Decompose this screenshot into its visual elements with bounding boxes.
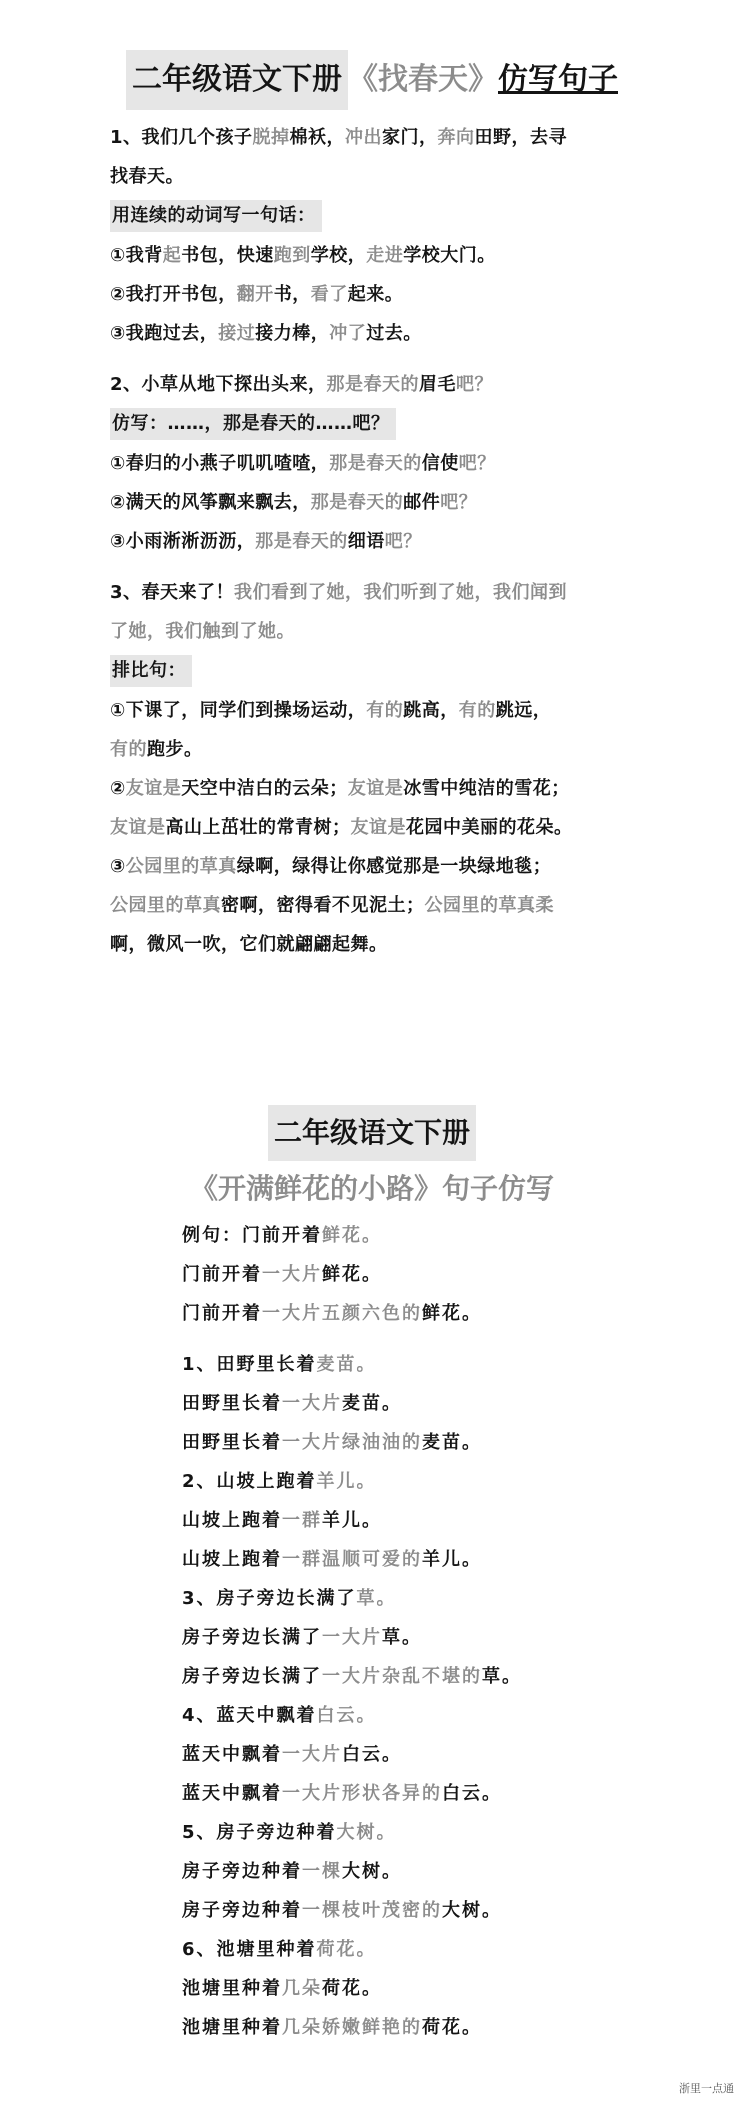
exercise-line: 田野里长着一大片麦苗。 <box>182 1393 402 1414</box>
example-2-2: ②满天的风筝飘来飘去，那是春天的邮件吧？ <box>110 492 478 513</box>
exercise-line: 池塘里种着几朵娇嫩鲜艳的荷花。 <box>182 2017 482 2038</box>
sentence-1: 1、我们几个孩子脱掉棉袄，冲出家门，奔向田野，去寻 <box>110 127 568 148</box>
title-1-task: 仿写句子 <box>498 62 618 97</box>
exercise-line: 蓝天中飘着一大片白云。 <box>182 1744 402 1765</box>
example-3-1: ①下课了，同学们到操场运动，有的跳高，有的跳远， <box>110 700 552 721</box>
sentence-3-cont: 了她，我们触到了她。 <box>110 621 295 642</box>
example-3-2-cont: 友谊是高山上茁壮的常青树；友谊是花园中美丽的花朵。 <box>110 817 573 838</box>
exercise-line: 2、山坡上跑着羊儿。 <box>182 1471 377 1492</box>
example-3-3-cont: 公园里的草真密啊，密得看不见泥土；公园里的草真柔 <box>110 895 554 916</box>
exercise-line: 房子旁边长满了一大片草。 <box>182 1627 422 1648</box>
example-line: 门前开着一大片鲜花。 <box>182 1264 382 1285</box>
section-flower-path <box>182 1216 682 2047</box>
example-line: 例句：门前开着鲜花。 <box>182 1225 382 1246</box>
title-1-grade: 二年级语文下册 <box>126 50 348 110</box>
exercise-line: 房子旁边种着一棵大树。 <box>182 1861 402 1882</box>
exercise-line: 山坡上跑着一群羊儿。 <box>182 1510 382 1531</box>
example-3-1-cont: 有的跑步。 <box>110 739 203 760</box>
task-label-2: 仿写：……，那是春天的……吧？ <box>110 408 396 440</box>
exercise-line: 6、池塘里种着荷花。 <box>182 1939 377 1960</box>
example-3-3-end: 啊，微风一吹，它们就翩翩起舞。 <box>110 934 388 955</box>
example-line: 门前开着一大片五颜六色的鲜花。 <box>182 1303 482 1324</box>
exercise-line: 池塘里种着几朵荷花。 <box>182 1978 382 1999</box>
example-2-3: ③小雨淅淅沥沥，那是春天的细语吧？ <box>110 531 422 552</box>
title-2-task: 句子仿写 <box>442 1172 555 1205</box>
exercise-line: 5、房子旁边种着大树。 <box>182 1822 397 1843</box>
exercise-line: 1、田野里长着麦苗。 <box>182 1354 377 1375</box>
task-label-1: 用连续的动词写一句话： <box>110 200 322 232</box>
example-3-2: ②友谊是天空中洁白的云朵；友谊是冰雪中纯洁的雪花； <box>110 778 570 799</box>
example-1-1: ①我背起书包，快速跑到学校，走进学校大门。 <box>110 245 496 266</box>
example-2-1: ①春归的小燕子叽叽喳喳，那是春天的信使吧？ <box>110 453 496 474</box>
example-1-2: ②我打开书包，翻开书，看了起来。 <box>110 284 404 305</box>
exercise-line: 4、蓝天中飘着白云。 <box>182 1705 377 1726</box>
sentence-1-cont: 找春天。 <box>110 166 184 187</box>
exercise-line: 房子旁边长满了一大片杂乱不堪的草。 <box>182 1666 522 1687</box>
title-2 <box>0 1105 744 1217</box>
exercise-line: 蓝天中飘着一大片形状各异的白云。 <box>182 1783 502 1804</box>
title-1-lesson: 《找春天》 <box>348 62 498 97</box>
title-1 <box>0 50 744 110</box>
title-2-grade: 二年级语文下册 <box>268 1105 476 1161</box>
exercise-line: 3、房子旁边长满了草。 <box>182 1588 397 1609</box>
task-label-3: 排比句： <box>110 655 192 687</box>
sentence-3: 3、春天来了！我们看到了她，我们听到了她，我们闻到 <box>110 582 568 603</box>
section-find-spring <box>110 118 642 964</box>
example-1-3: ③我跑过去，接过接力棒，冲了过去。 <box>110 323 422 344</box>
example-3-3: ③公园里的草真绿啊，绿得让你感觉那是一块绿地毯； <box>110 856 552 877</box>
exercise-line: 田野里长着一大片绿油油的麦苗。 <box>182 1432 482 1453</box>
watermark: 浙里一点通 <box>679 2082 734 2095</box>
sentence-2: 2、小草从地下探出头来，那是春天的眉毛吧？ <box>110 374 494 395</box>
title-2-lesson: 《开满鲜花的小路》 <box>189 1172 442 1205</box>
exercise-line: 山坡上跑着一群温顺可爱的羊儿。 <box>182 1549 482 1570</box>
exercise-line: 房子旁边种着一棵枝叶茂密的大树。 <box>182 1900 502 1921</box>
